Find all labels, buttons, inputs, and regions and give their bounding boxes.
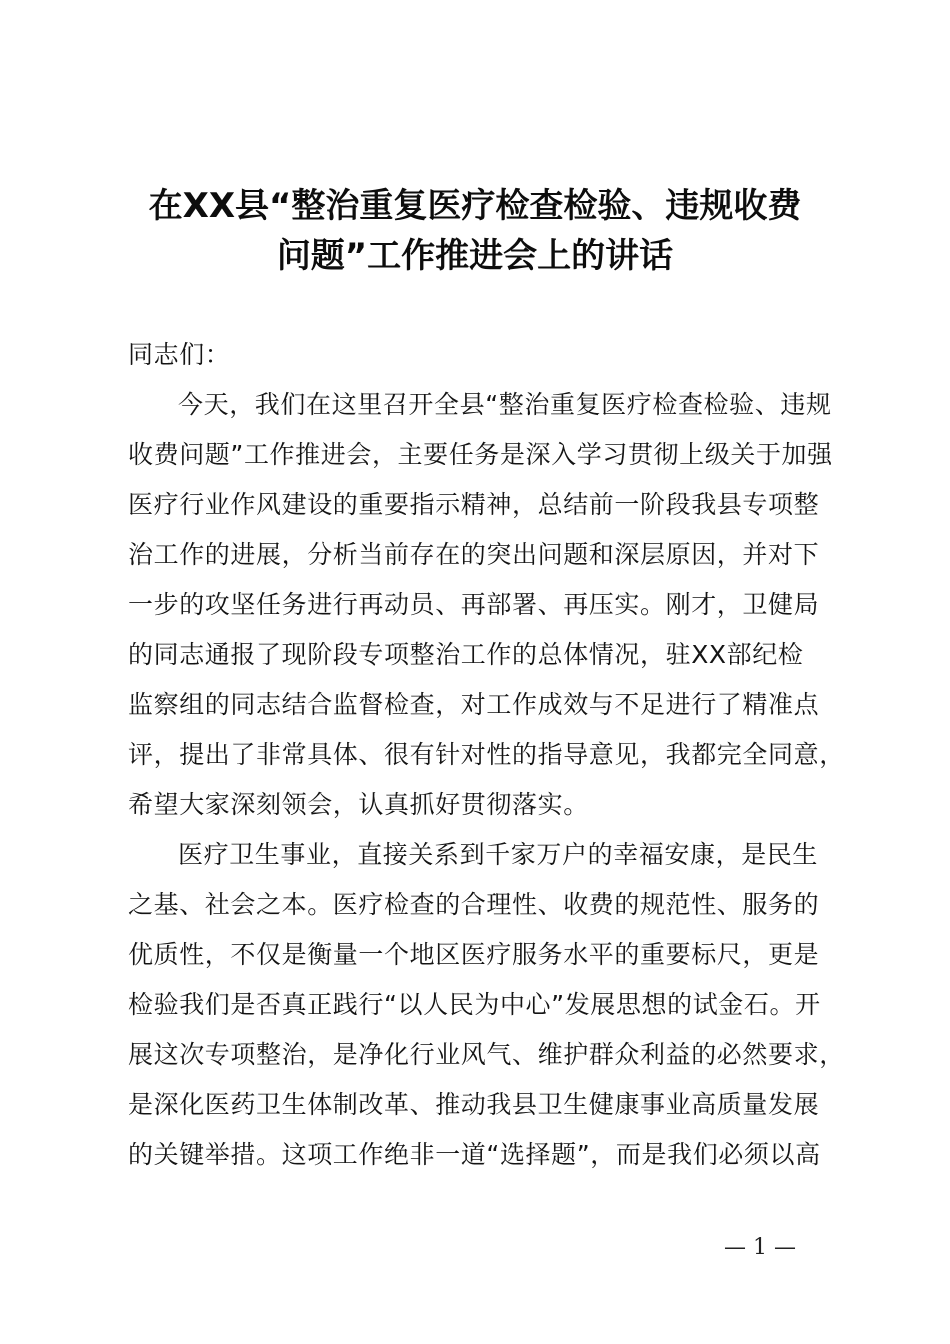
paragraph-2-line-3: 优质性，不仅是衡量一个地区医疗服务水平的重要标尺，更是 [128, 940, 820, 969]
paragraph-1-line-8: 评，提出了非常具体、很有针对性的指导意见，我都完全同意， [128, 740, 845, 769]
paragraph-2-line-1: 医疗卫生事业，直接关系到千家万户的幸福安康，是民生 [178, 840, 819, 869]
paragraph-1-line-5: 一步的攻坚任务进行再动员、再部署、再压实。刚才，卫健局 [128, 590, 820, 619]
paragraph-2-line-4: 检验我们是否真正践行“以人民为中心”发展思想的试金石。开 [128, 990, 821, 1019]
paragraph-1-line-7: 监察组的同志结合监督检查，对工作成效与不足进行了精准点 [128, 690, 820, 719]
paragraph-2-line-2: 之基、社会之本。医疗检查的合理性、收费的规范性、服务的 [128, 890, 820, 919]
salutation: 同志们： [128, 340, 231, 369]
paragraph-1-line-2: 收费问题”工作推进会，主要任务是深入学习贯彻上级关于加强 [128, 440, 833, 469]
paragraph-1-line-9: 希望大家深刻领会，认真抓好贯彻落实。 [128, 790, 589, 819]
paragraph-1-line-6: 的同志通报了现阶段专项整治工作的总体情况，驻XX部纪检 [128, 640, 804, 669]
paragraph-2-line-7: 的关键举措。这项工作绝非一道“选择题”，而是我们必须以高 [128, 1140, 821, 1169]
document-title-line-1: 在XX县“整治重复医疗检查检验、违规收费 [148, 186, 802, 226]
paragraph-2-line-5: 展这次专项整治，是净化行业风气、维护群众利益的必然要求， [128, 1040, 845, 1069]
document-title-line-2: 问题”工作推进会上的讲话 [276, 236, 674, 276]
page-number: — 1 — [724, 1235, 796, 1260]
paragraph-1-line-4: 治工作的进展，分析当前存在的突出问题和深层原因，并对下 [128, 540, 820, 569]
paragraph-1-line-1: 今天，我们在这里召开全县“整治重复医疗检查检验、违规 [178, 390, 832, 419]
paragraph-2-line-6: 是深化医药卫生体制改革、推动我县卫生健康事业高质量发展 [128, 1090, 820, 1119]
paragraph-1-line-3: 医疗行业作风建设的重要指示精神，总结前一阶段我县专项整 [128, 490, 820, 519]
